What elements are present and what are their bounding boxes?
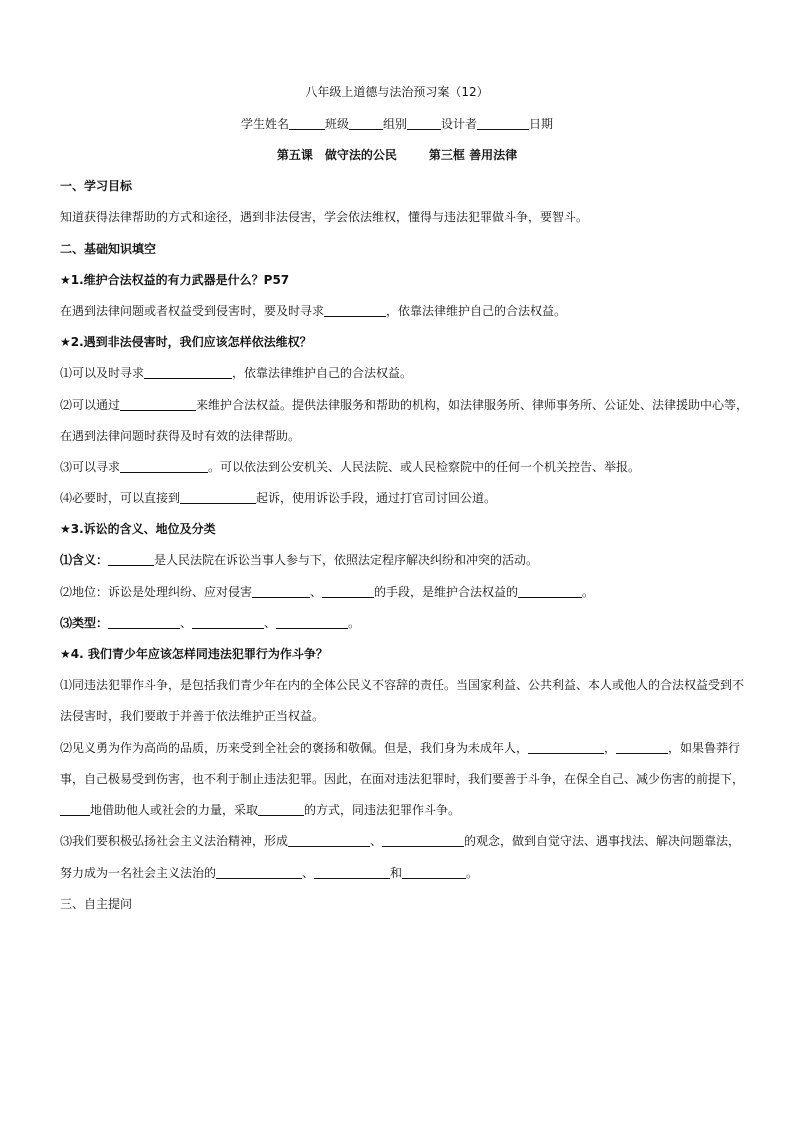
question-1-title: ★1.维护合法权益的有力武器是什么？P57 [60,273,290,287]
part1-heading: 一、学习目标 [60,179,133,193]
class-blank[interactable] [349,117,383,130]
question-2-item-3: ⑶可以寻求 。可以依法到公安机关、人民法院、或人民检察院中的任何一个机关控告、举报。 [60,460,641,474]
fill-blank[interactable] [322,585,374,598]
fill-blank[interactable] [216,866,302,879]
question-4-item-3-cont: 努力成为一名社会主义法治的 、 和 。 [60,866,479,880]
lesson-title: 第五课 做守法的公民 [276,148,397,162]
fill-blank[interactable] [258,803,304,816]
question-3-item-3: ⑶类型： 、 、 。 [60,616,361,630]
question-4-item-2-cont-2: 地借助他人或社会的力量，采取 的方式，同违法犯罪作斗争。 [60,801,460,819]
fill-blank[interactable] [276,616,348,629]
fill-blank[interactable] [108,616,180,629]
fill-blank[interactable] [402,866,466,879]
question-2-item-4: ⑷必要时，可以直接到 起诉，使用诉讼手段，通过打官司讨回公道。 [60,491,497,505]
class-label: 班级 [324,117,349,131]
question-3-title: ★3.诉讼的含义、地位及分类 [60,522,216,536]
fill-blank[interactable] [192,616,264,629]
student-name-label: 学生姓名 [240,117,289,131]
section-title: 第三框 善用法律 [428,148,518,162]
question-2-item-2: ⑵可以通过 来维护合法权益。提供法律服务和帮助的机构，如法律服务所、律师事务所、公证处、法律援助中心等， [60,398,749,412]
fill-blank[interactable] [108,553,154,566]
question-4-item-2: ⑵见义勇为作为高尚的品质，历来受到全社会的褒扬和敬佩。但是，我们身为未成年人， ， ，如果鲁莽行 [60,741,741,755]
fill-blank[interactable] [144,366,232,379]
learning-goals-text: 知道获得法律帮助的方式和途径，遇到非法侵害，学会依法维权，懂得与违法犯罪做斗争，要智斗。 [60,210,589,224]
question-4-item-1-cont: 法侵害时，我们要敢于并善于依法维护正当权益。 [60,709,325,723]
question-4-item-3: ⑶我们要积极弘扬社会主义法治精神，形成 、 的观念，做到自觉守法、遇事找法、解决问题靠法， [60,834,741,848]
fill-blank[interactable] [252,585,310,598]
designer-label: 设计者 [441,117,478,131]
question-2-item-1: ⑴可以及时寻求 ，依靠法律维护自己的合法权益。 [60,366,413,380]
student-info-line [0,115,794,133]
fill-blank[interactable] [288,834,370,847]
fill-blank[interactable] [324,304,386,317]
lesson-heading [0,146,794,164]
question-4-item-2-cont: 事，自己极易受到伤害，也不利于制止违法犯罪。因此，在面对违法犯罪时，我们要善于斗争，在保全自己、减少伤害的前提下， [60,772,745,786]
fill-blank[interactable] [120,398,196,411]
fill-blank[interactable] [518,585,582,598]
designer-blank[interactable] [477,117,529,130]
part3-heading: 三、自主提问 [60,897,133,911]
question-2-title: ★2.遇到非法侵害时，我们应该怎样依法维权？ [60,335,312,349]
question-4-title: ★4. 我们青少年应该怎样同违法犯罪行为作斗争？ [60,647,328,661]
document-title: 八年级上道德与法治预习案（12） [305,85,489,99]
date-label: 日期 [529,117,554,131]
fill-blank[interactable] [314,866,390,879]
fill-blank[interactable] [382,834,464,847]
fill-blank[interactable] [120,460,208,473]
group-label: 组别 [382,117,407,131]
part2-heading: 二、基础知识填空 [60,242,157,256]
question-3-item-2: ⑵地位：诉讼是处理纠纷、应对侵害 、 的手段，是维护合法权益的 。 [60,585,595,599]
question-3-item-1: ⑴含义： 是人民法院在诉讼当事人参与下，依照法定程序解决纠纷和冲突的活动。 [60,553,539,567]
fill-blank[interactable] [528,741,604,754]
fill-blank[interactable] [60,803,90,816]
fill-blank[interactable] [616,741,668,754]
fill-blank[interactable] [180,491,256,504]
question-2-item-2-cont: 在遇到法律问题时获得及时有效的法律帮助。 [60,429,301,443]
question-1-answer: 在遇到法律问题或者权益受到侵害时，要及时寻求 ，依靠法律维护自己的合法权益。 [60,304,567,318]
question-4-item-1: ⑴同违法犯罪作斗争，是包括我们青少年在内的全体公民义不容辞的责任。当国家利益、公共利益、本人或他人的合法权益受到不 [60,678,745,692]
group-blank[interactable] [407,117,441,130]
student-name-blank[interactable] [289,117,325,130]
